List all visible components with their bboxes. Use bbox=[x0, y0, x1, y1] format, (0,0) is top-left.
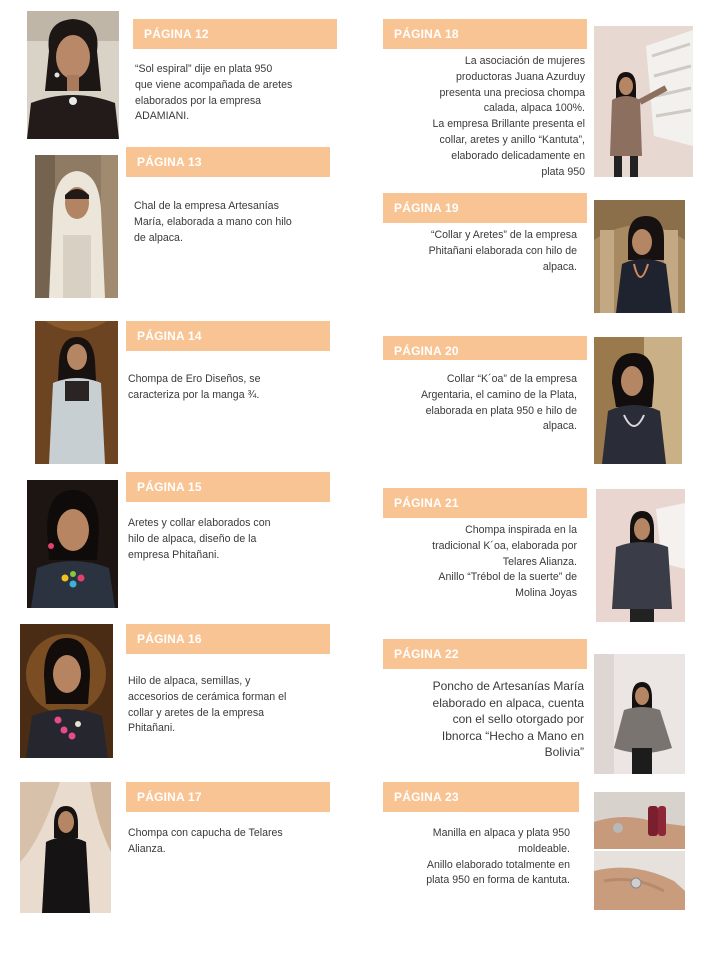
page-band-17 bbox=[126, 782, 330, 812]
page-band-22 bbox=[383, 639, 587, 669]
description-pagina-18: La asociación de mujeres productoras Juana Azurduy presenta una preciosa chompa calada, alpaca 100%. La empresa Brillante presenta el collar, aretes y anillo “Kantuta”, elaborado delicadamente en plata 950 bbox=[432, 55, 585, 178]
description-pagina-22: Poncho de Artesanías María elaborado en alpaca, cuenta con el sello otorgado por Ibnorca “Hecho a Mano en Bolivia” bbox=[432, 679, 584, 760]
description-pagina-21: Chompa inspirada en la tradicional K´oa, elaborada por Telares Alianza. Anillo “Trébol de la suerte” de Molina Joyas bbox=[432, 524, 577, 600]
description-pagina-20: Collar “K´oa” de la empresa Argentaria, el camino de la Plata, elaborada en plata 950 e hilo de alpaca. bbox=[420, 373, 577, 433]
page-band-18 bbox=[383, 19, 587, 49]
description-pagina-16: Hilo de alpaca, semillas, y accesorios de cerámica forman el collar y aretes de la empresa Phitañani. bbox=[128, 675, 287, 735]
page-band-21 bbox=[383, 488, 587, 518]
page-label-16: PÁGINA 16 bbox=[137, 632, 202, 646]
description-pagina-23: Manilla en alpaca y plata 950 moldeable. Anillo elaborado totalmente en plata 950 en forma de kantuta. bbox=[426, 827, 570, 887]
description-pagina-15: Aretes y collar elaborados con hilo de alpaca, diseño de la empresa Phitañani. bbox=[128, 517, 271, 561]
photo-pagina-13 bbox=[35, 155, 118, 298]
page-label-23: PÁGINA 23 bbox=[394, 790, 459, 804]
description-pagina-13: Chal de la empresa Artesanías María, elaborada a mano con hilo de alpaca. bbox=[134, 200, 292, 244]
page-label-21: PÁGINA 21 bbox=[394, 496, 459, 510]
page-label-15: PÁGINA 15 bbox=[137, 480, 202, 494]
photo-pagina-14 bbox=[35, 321, 118, 464]
description-pagina-17: Chompa con capucha de Telares Alianza. bbox=[128, 827, 283, 855]
photo-pagina-23-manilla bbox=[594, 792, 685, 849]
photo-pagina-20 bbox=[594, 337, 682, 464]
photo-pagina-18 bbox=[594, 26, 693, 177]
page-label-22: PÁGINA 22 bbox=[394, 647, 459, 661]
photo-pagina-15 bbox=[27, 480, 118, 608]
photo-pagina-23-anillo bbox=[594, 851, 685, 910]
page-label-18: PÁGINA 18 bbox=[394, 27, 459, 41]
photo-pagina-17 bbox=[20, 782, 111, 913]
page-band-16 bbox=[126, 624, 330, 654]
page-label-19: PÁGINA 19 bbox=[394, 201, 459, 215]
description-pagina-14: Chompa de Ero Diseños, se caracteriza por la manga ¾. bbox=[128, 373, 261, 401]
description-pagina-12: “Sol espiral” dije en plata 950 que viene acompañada de aretes elaborados por la empresa ADAMIANI. bbox=[135, 63, 293, 123]
page-label-17: PÁGINA 17 bbox=[137, 790, 202, 804]
page-label-12: PÁGINA 12 bbox=[144, 27, 209, 41]
photo-pagina-22 bbox=[594, 654, 685, 774]
page-band-14 bbox=[126, 321, 330, 351]
page-band-12 bbox=[133, 19, 337, 49]
page-label-13: PÁGINA 13 bbox=[137, 155, 202, 169]
description-pagina-19: “Collar y Aretes” de la empresa Phitañani elaborada con hilo de alpaca. bbox=[428, 229, 577, 273]
photo-pagina-21 bbox=[596, 489, 685, 622]
photo-pagina-19 bbox=[594, 200, 685, 313]
page-band-13 bbox=[126, 147, 330, 177]
page-label-14: PÁGINA 14 bbox=[137, 329, 202, 343]
page-band-15 bbox=[126, 472, 330, 502]
photo-pagina-12 bbox=[27, 11, 119, 139]
page-band-20 bbox=[383, 336, 587, 360]
page-band-23 bbox=[383, 782, 579, 812]
page-band-19 bbox=[383, 193, 587, 223]
photo-pagina-16 bbox=[20, 624, 113, 758]
page-label-20: PÁGINA 20 bbox=[394, 344, 459, 358]
